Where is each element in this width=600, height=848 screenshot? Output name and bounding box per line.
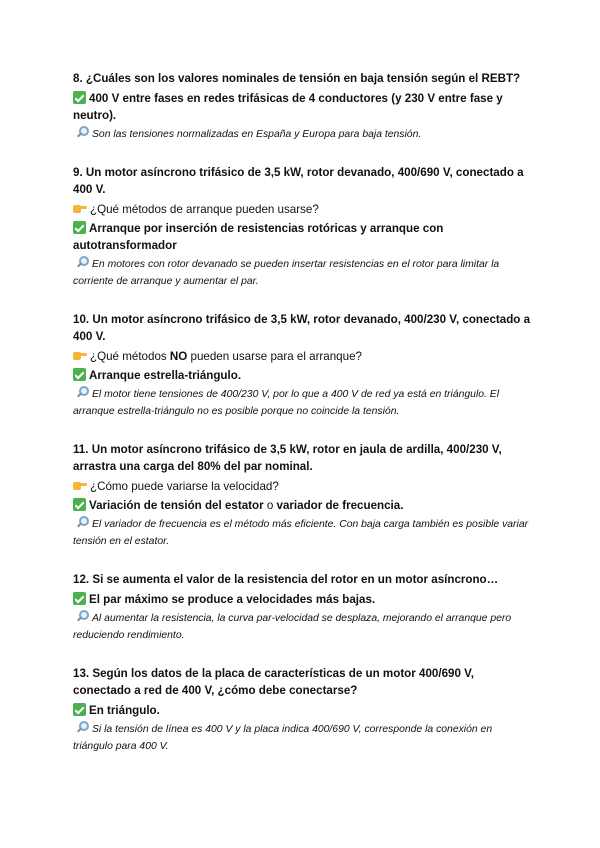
- answer-text: Variación de tensión del estator: [89, 499, 264, 512]
- check-mark-icon: [73, 221, 86, 234]
- answer-line: [73, 497, 531, 514]
- magnifier-icon: [76, 126, 89, 139]
- question-title: 12. Si se aumenta el valor de la resistencia del rotor en un motor asíncrono…: [73, 573, 499, 586]
- answer-line: [73, 702, 531, 719]
- question-11: [73, 441, 531, 550]
- prompt-text: ¿Qué métodos: [90, 350, 170, 363]
- magnifier-icon: [76, 721, 89, 734]
- note-line: [73, 386, 531, 420]
- question-13: [73, 665, 531, 755]
- check-mark-icon: [73, 368, 86, 381]
- magnifier-icon: [76, 610, 89, 623]
- magnifier-icon: [76, 516, 89, 529]
- pointing-hand-icon: [73, 479, 87, 491]
- question-title: 11. Un motor asíncrono trifásico de 3,5 kW, rotor en jaula de ardilla, 400/230 V, arrastra una carga del 80% del par nominal.: [73, 443, 502, 473]
- prompt-line: [73, 478, 531, 495]
- answer-text-alt: variador de frecuencia.: [276, 499, 404, 512]
- answer-line: [73, 591, 531, 608]
- check-mark-icon: [73, 498, 86, 511]
- answer-line: [73, 367, 531, 384]
- note-line: [73, 721, 531, 755]
- question-9: [73, 164, 531, 290]
- prompt-text: ¿Cómo puede variarse la velocidad?: [90, 480, 279, 493]
- pointing-hand-icon: [73, 202, 87, 214]
- check-mark-icon: [73, 703, 86, 716]
- answer-line: [73, 90, 531, 124]
- note-text: Al aumentar la resistencia, la curva par-velocidad se desplaza, mejorando el arranque pero reduciendo rendimiento.: [73, 613, 512, 641]
- question-8: [73, 70, 531, 143]
- question-10: [73, 311, 531, 420]
- document-body: [73, 70, 531, 776]
- note-text: Si la tensión de línea es 400 V y la placa indica 400/690 V, corresponde la conexión en triángulo para 400 V.: [73, 724, 493, 752]
- question-title: 10. Un motor asíncrono trifásico de 3,5 kW, rotor devanado, 400/230 V, conectado a 400 V.: [73, 313, 531, 343]
- answer-join: o: [263, 499, 277, 512]
- magnifier-icon: [76, 256, 89, 269]
- prompt-emphasis: NO: [169, 350, 188, 363]
- prompt-line: [73, 348, 531, 365]
- answer-text: Arranque estrella-triángulo.: [89, 369, 242, 382]
- answer-text: En triángulo.: [89, 704, 160, 717]
- pointing-hand-icon: [73, 349, 87, 361]
- question-title: 8. ¿Cuáles son los valores nominales de tensión en baja tensión según el REBT?: [73, 72, 521, 85]
- question-12: [73, 571, 531, 644]
- note-line: [73, 126, 531, 143]
- prompt-text-end: pueden usarse para el arranque?: [187, 350, 362, 363]
- note-text: El variador de frecuencia es el método más eficiente. Con baja carga también es posible variar tensión en el estator.: [73, 519, 529, 547]
- magnifier-icon: [76, 386, 89, 399]
- note-line: [73, 610, 531, 644]
- answer-text: 400 V entre fases en redes trifásicas de 4 conductores (y 230 V entre fase y neutro).: [73, 92, 503, 122]
- note-text: Son las tensiones normalizadas en España y Europa para baja tensión.: [92, 129, 422, 140]
- check-mark-icon: [73, 91, 86, 104]
- note-line: [73, 516, 531, 550]
- prompt-text: ¿Qué métodos de arranque pueden usarse?: [90, 203, 319, 216]
- answer-text: Arranque por inserción de resistencias rotóricas y arranque con autotransformador: [73, 222, 444, 252]
- question-title: 13. Según los datos de la placa de características de un motor 400/690 V, conectado a red de 400 V, ¿cómo debe conectarse?: [73, 667, 475, 697]
- answer-text: El par máximo se produce a velocidades más bajas.: [89, 593, 376, 606]
- note-text: El motor tiene tensiones de 400/230 V, por lo que a 400 V de red ya está en triángulo. El arranque estrella-triángulo no es posible porque no coincide la tensión.: [73, 389, 500, 417]
- question-title: 9. Un motor asíncrono trifásico de 3,5 kW, rotor devanado, 400/690 V, conectado a 400 V.: [73, 166, 524, 196]
- note-text: En motores con rotor devanado se pueden insertar resistencias en el rotor para limitar la corriente de arranque y aumentar el par.: [73, 259, 500, 287]
- prompt-line: [73, 201, 531, 218]
- note-line: [73, 256, 531, 290]
- check-mark-icon: [73, 592, 86, 605]
- answer-line: [73, 220, 531, 254]
